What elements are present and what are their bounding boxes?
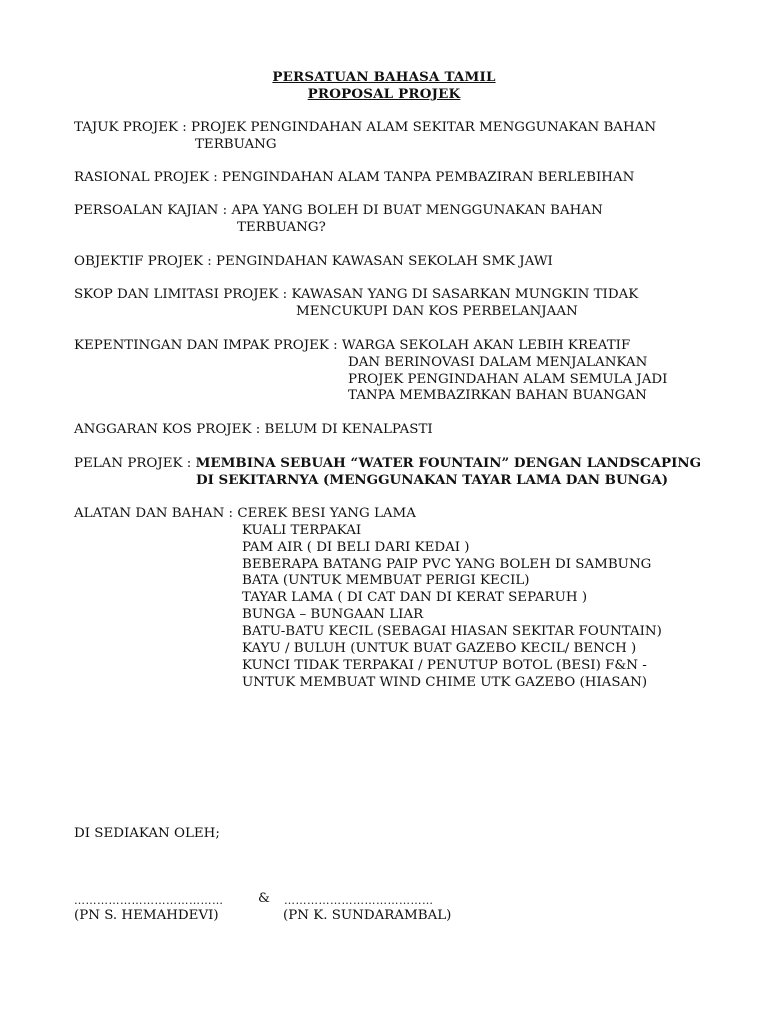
alatan-item: KAYU / BULUH (UNTUK BUAT GAZEBO KECIL/ BENCH ) xyxy=(242,641,637,656)
alatan-item: CEREK BESI YANG LAMA xyxy=(237,506,416,521)
anggaran-value: BELUM DI KENALPASTI xyxy=(264,422,433,437)
alatan-row xyxy=(74,506,416,523)
signatory-right-name: (PN K. SUNDARAMBAL) xyxy=(283,908,452,923)
alatan-item: TAYAR LAMA ( DI CAT DAN DI KERAT SEPARUH ) xyxy=(242,590,588,605)
kepentingan-row xyxy=(74,338,630,355)
alatan-item: BATU-BATU KECIL (SEBAGAI HIASAN SEKITAR FOUNTAIN) xyxy=(242,624,662,639)
rasional-row xyxy=(74,170,634,187)
kepentingan-label: KEPENTINGAN DAN IMPAK PROJEK : xyxy=(74,338,342,353)
alatan-item: BEBERAPA BATANG PAIP PVC YANG BOLEH DI SAMBUNG xyxy=(242,557,652,572)
skop-value-line1: KAWASAN YANG DI SASARKAN MUNGKIN TIDAK xyxy=(291,287,639,302)
alatan-item: KUNCI TIDAK TERPAKAI / PENUTUP BOTOL (BESI) F&N - xyxy=(242,658,647,673)
alatan-label: ALATAN DAN BAHAN : xyxy=(74,506,238,521)
pelan-row xyxy=(74,455,701,473)
pelan-value-line2: DI SEKITARNYA (MENGGUNAKAN TAYAR LAMA DAN BUNGA) xyxy=(196,472,669,488)
kepentingan-value-line: DAN BERINOVASI DALAM MENJALANKAN xyxy=(348,355,648,370)
kepentingan-value-line: PROJEK PENGINDAHAN ALAM SEMULA JADI xyxy=(348,372,668,387)
skop-row xyxy=(74,287,638,304)
signature-line-left: ………………………………… xyxy=(74,894,224,907)
anggaran-row xyxy=(74,422,433,439)
tajuk-value-line1: PROJEK PENGINDAHAN ALAM SEKITAR MENGGUNAKAN BAHAN xyxy=(191,120,657,135)
alatan-item: BATA (UNTUK MEMBUAT PERIGI KECIL) xyxy=(242,573,530,588)
pelan-label: PELAN PROJEK : xyxy=(74,456,196,471)
alatan-item: BUNGA – BUNGAAN LIAR xyxy=(242,607,424,622)
objektif-value: PENGINDAHAN KAWASAN SEKOLAH SMK JAWI xyxy=(215,254,553,269)
ampersand: & xyxy=(258,891,270,906)
persoalan-value-line2: TERBUANG? xyxy=(237,220,326,235)
tajuk-value-line2: TERBUANG xyxy=(195,137,277,152)
document-title: PROPOSAL PROJEK xyxy=(307,86,461,102)
kepentingan-value-line: TANPA MEMBAZIRKAN BAHAN BUANGAN xyxy=(348,388,647,403)
signature-line-right: ………………………………… xyxy=(284,894,434,907)
persoalan-row xyxy=(74,203,603,220)
persoalan-value-line1: APA YANG BOLEH DI BUAT MENGGUNAKAN BAHAN xyxy=(231,203,603,218)
alatan-item: UNTUK MEMBUAT WIND CHIME UTK GAZEBO (HIASAN) xyxy=(242,675,648,690)
prepared-by-label: DI SEDIAKAN OLEH; xyxy=(74,826,220,841)
tajuk-label: TAJUK PROJEK : xyxy=(74,120,192,135)
objektif-label: OBJEKTIF PROJEK : xyxy=(74,254,216,269)
org-title: PERSATUAN BAHASA TAMIL xyxy=(272,69,496,85)
rasional-value: PENGINDAHAN ALAM TANPA PEMBAZIRAN BERLEBIHAN xyxy=(221,170,635,185)
skop-value-line2: MENCUKUPI DAN KOS PERBELANJAAN xyxy=(296,304,578,319)
persoalan-label: PERSOALAN KAJIAN : xyxy=(74,203,232,218)
signatory-left-name: (PN S. HEMAHDEVI) xyxy=(74,908,219,923)
kepentingan-value-line: WARGA SEKOLAH AKAN LEBIH KREATIF xyxy=(341,338,631,353)
skop-label: SKOP DAN LIMITASI PROJEK : xyxy=(74,287,292,302)
anggaran-label: ANGGARAN KOS PROJEK : xyxy=(74,422,265,437)
pelan-value-line1: MEMBINA SEBUAH “WATER FOUNTAIN” DENGAN LANDSCAPING xyxy=(195,455,702,471)
tajuk-row xyxy=(74,120,656,137)
alatan-item: PAM AIR ( DI BELI DARI KEDAI ) xyxy=(242,540,470,555)
objektif-row xyxy=(74,254,553,271)
alatan-item: KUALI TERPAKAI xyxy=(242,523,362,538)
rasional-label: RASIONAL PROJEK : xyxy=(74,170,222,185)
